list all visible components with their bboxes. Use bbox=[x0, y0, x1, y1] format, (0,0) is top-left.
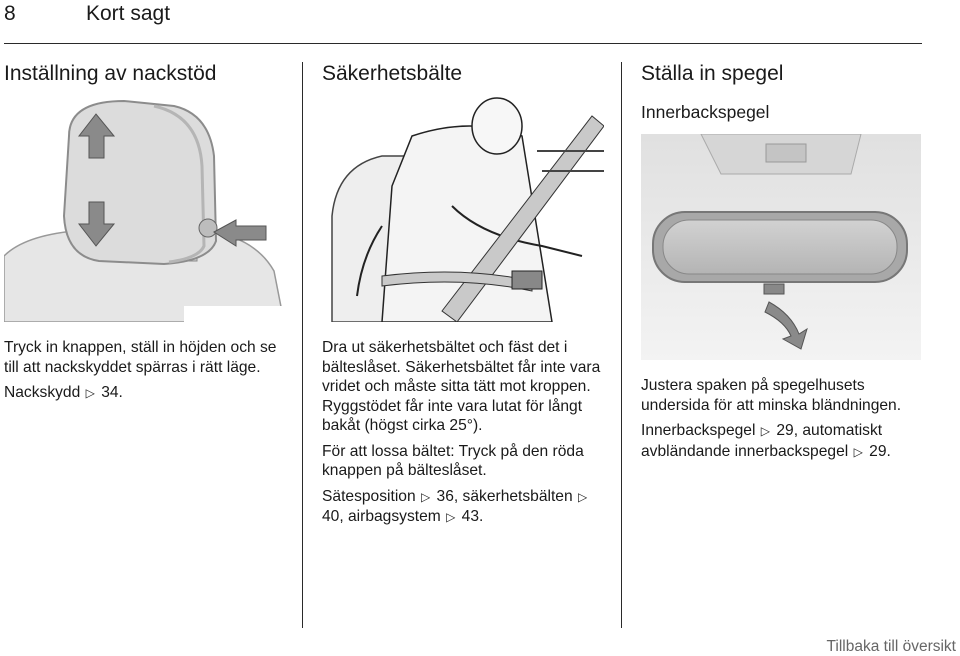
headrest-ref-label: Nackskydd bbox=[4, 384, 81, 401]
mirror-instruction: Justera spaken på spegelhusets undersida för att minska bländningen. bbox=[641, 377, 902, 414]
seatbelt-text bbox=[322, 338, 614, 534]
seatbelt-release: För att lossa bältet: Tryck på den röda knappen på bälteslåset. bbox=[322, 442, 584, 479]
seatbelt-title: Säkerhetsbälte bbox=[322, 62, 463, 85]
mirror-ref1-page[interactable]: 29, automatiskt avbländande innerbackspegel bbox=[641, 422, 883, 460]
seatbelt-ref1-page[interactable]: 36, säkerhetsbälten bbox=[436, 487, 573, 505]
mirror-ref1-label: Innerbackspegel bbox=[641, 422, 756, 439]
reference-arrow-icon: ▷ bbox=[85, 386, 95, 400]
mirror-subtitle: Innerbackspegel bbox=[641, 102, 770, 122]
back-to-overview-link[interactable]: Tillbaka till översikt bbox=[826, 638, 956, 655]
seatbelt-instruction: Dra ut säkerhetsbältet och fäst det i bälteslåset. Säkerhetsbältet får inte vara vridet och måste sitta tätt mot kroppen. Ryggstödet får inte vara lutat för långt bakåt (högst cirka 25°). bbox=[322, 339, 601, 434]
reference-arrow-icon: ▷ bbox=[760, 424, 771, 438]
seatbelt-references bbox=[322, 487, 614, 528]
column-divider-1 bbox=[302, 62, 303, 628]
seatbelt-ref2-page[interactable]: 40, airbagsystem bbox=[322, 508, 441, 525]
seatbelt-ref1-label: Sätesposition bbox=[322, 487, 416, 505]
mirror-title: Ställa in spegel bbox=[641, 62, 784, 85]
reference-arrow-icon: ▷ bbox=[853, 444, 863, 459]
mirror-text bbox=[641, 376, 931, 468]
headrest-illustration bbox=[4, 96, 284, 322]
headrest-instruction: Tryck in knappen, ställ in höjden och se till att nackskyddet spärras i rätt läge. bbox=[4, 339, 277, 376]
seatbelt-illustration bbox=[322, 96, 604, 322]
headrest-reference bbox=[4, 383, 294, 404]
mirror-ref2-page[interactable]: 29. bbox=[869, 442, 891, 460]
reference-arrow-icon: ▷ bbox=[446, 510, 456, 524]
reference-arrow-icon: ▷ bbox=[578, 489, 588, 504]
headrest-title: Inställning av nackstöd bbox=[4, 62, 217, 85]
column-divider-2 bbox=[621, 62, 622, 628]
mirror-illustration bbox=[641, 134, 921, 360]
mirror-references bbox=[641, 421, 931, 462]
page-number: 8 bbox=[4, 2, 16, 25]
headrest-text bbox=[4, 338, 294, 410]
reference-arrow-icon: ▷ bbox=[420, 489, 431, 504]
seatbelt-ref3-page[interactable]: 43. bbox=[461, 508, 484, 525]
running-title: Kort sagt bbox=[86, 2, 171, 25]
header-rule bbox=[4, 43, 922, 44]
headrest-ref-page[interactable]: 34. bbox=[101, 384, 123, 401]
